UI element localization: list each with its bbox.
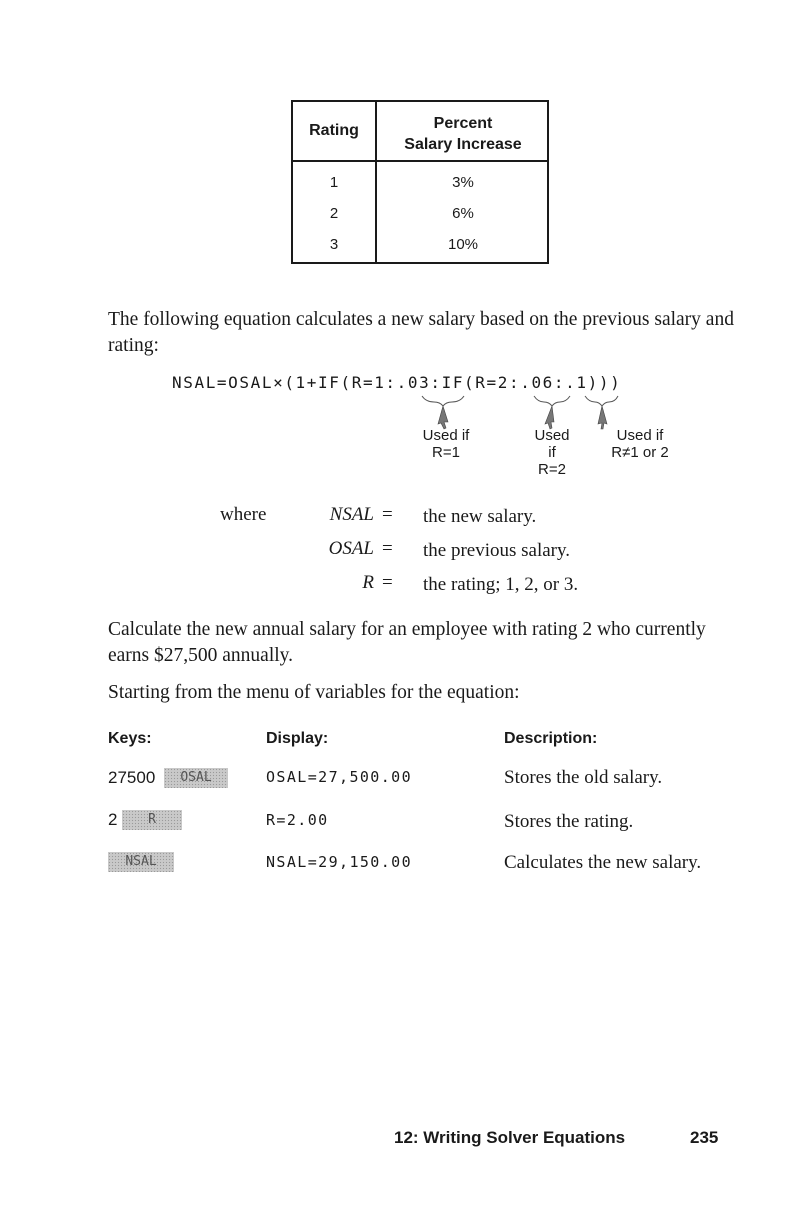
def-var: OSAL	[328, 538, 374, 559]
step-description: Stores the old salary.	[504, 767, 663, 788]
def-text: the previous salary.	[423, 540, 571, 561]
softkey-r[interactable]: R	[122, 810, 182, 830]
step-description: Stores the rating.	[504, 811, 634, 832]
def-equals: =	[382, 572, 393, 593]
problem-paragraph: Calculate the new annual salary for an employee with rating 2 who currently earns $27,500 annually.	[108, 619, 706, 666]
brace-other	[585, 396, 618, 406]
header-rating: Rating	[309, 122, 359, 139]
display-header: Display:	[266, 730, 329, 747]
description-header: Description:	[504, 730, 598, 747]
def-text: the rating; 1, 2, or 3.	[423, 574, 579, 595]
display-readout: R=2.00	[266, 811, 329, 829]
arrow-r2	[545, 406, 554, 429]
note-line: Used	[534, 427, 570, 444]
header-percent-line1: Percent	[433, 115, 493, 132]
note-line: if	[548, 444, 556, 461]
annotation-arrows	[0, 0, 792, 480]
display-readout: OSAL=27,500.00	[266, 768, 413, 786]
step-description: Calculates the new salary.	[504, 852, 702, 873]
note-line: R=1	[432, 444, 460, 461]
key-entry: 2	[108, 810, 118, 829]
note-line: Used if	[422, 427, 470, 444]
note-used-if-r1	[412, 427, 480, 461]
def-equals: =	[382, 538, 393, 559]
key-entry: 27500	[108, 768, 156, 787]
def-var: NSAL	[329, 504, 374, 525]
solver-equation: NSAL=OSAL×(1+IF(R=1:.03:IF(R=2:.06:.1)))	[172, 373, 622, 392]
starting-paragraph: Starting from the menu of variables for the equation:	[108, 682, 520, 703]
display-readout: NSAL=29,150.00	[266, 853, 413, 871]
note-line: Used if	[616, 427, 664, 444]
brace-r2	[534, 396, 570, 406]
note-used-if-other	[592, 427, 688, 461]
intro-paragraph: The following equation calculates a new salary based on the previous salary and rating:	[108, 309, 734, 356]
keys-header: Keys:	[108, 730, 152, 747]
cell-percent: 6%	[452, 205, 474, 222]
note-line: R≠1 or 2	[611, 444, 669, 461]
note-used-if-r2	[520, 427, 584, 478]
page-number: 235	[690, 1128, 719, 1147]
arrow-other	[598, 406, 607, 429]
def-equals: =	[382, 504, 393, 525]
cell-rating: 2	[329, 205, 339, 222]
def-text: the new salary.	[423, 506, 537, 527]
arrow-r1	[438, 406, 448, 429]
softkey-nsal[interactable]: NSAL	[108, 852, 174, 872]
cell-rating: 1	[329, 174, 339, 191]
note-line: R=2	[538, 461, 566, 478]
cell-rating: 3	[329, 236, 339, 253]
softkey-osal[interactable]: OSAL	[164, 768, 228, 788]
cell-percent: 10%	[447, 236, 479, 253]
brace-r1	[422, 396, 464, 406]
def-var: R	[362, 572, 374, 593]
chapter-footer: 12: Writing Solver Equations	[394, 1128, 626, 1147]
header-percent-line2: Salary Increase	[404, 136, 522, 153]
cell-percent: 3%	[452, 174, 474, 191]
where-label: where	[220, 504, 267, 525]
